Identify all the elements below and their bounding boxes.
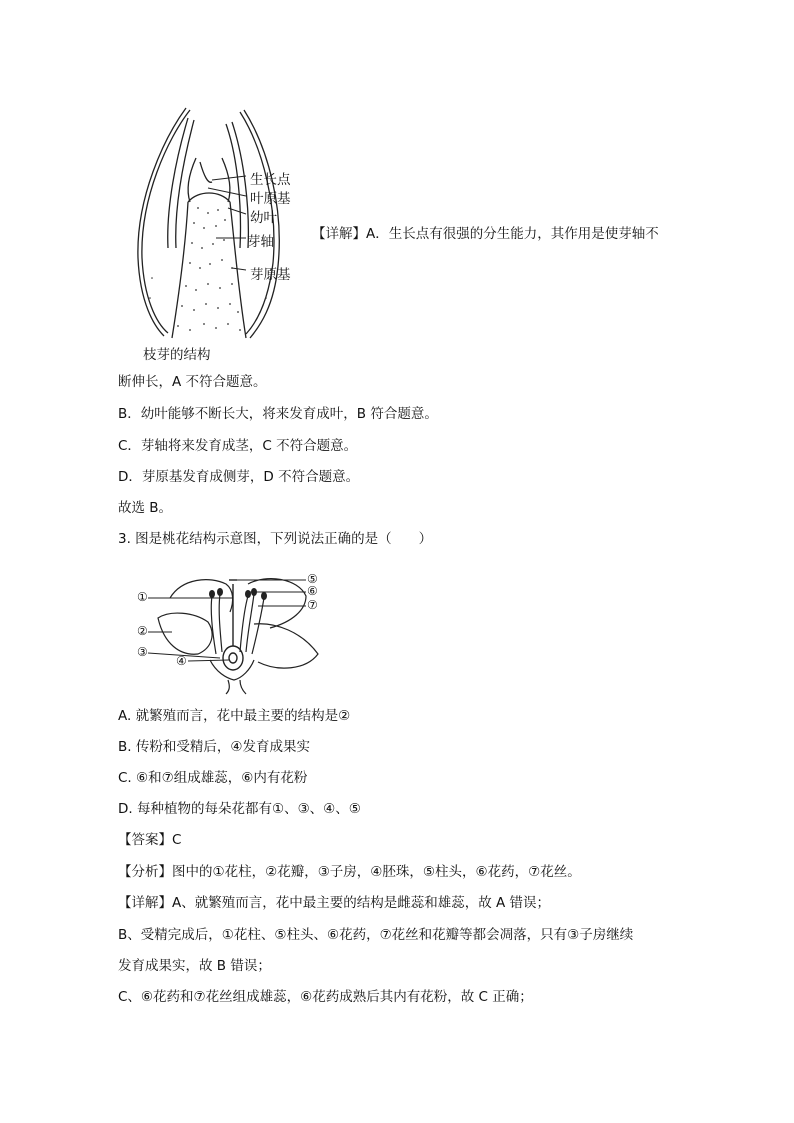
marker-7: ⑦	[307, 598, 318, 612]
option-b: B. 传粉和受精后，④发育成果实	[118, 739, 310, 755]
text-line: D．芽原基发育成侧芽，D 不符合题意。	[118, 469, 360, 485]
label-bud-axis: 芽轴	[247, 234, 274, 250]
marker-6: ⑥	[307, 584, 318, 598]
question-title: 3. 图是桃花结构示意图，下列说法正确的是（ ）	[118, 531, 433, 547]
option-c: C. ⑥和⑦组成雄蕊，⑥内有花粉	[118, 770, 308, 786]
marker-5: ⑤	[307, 572, 318, 586]
label-leaf-primordium: 叶原基	[250, 191, 291, 207]
marker-1: ①	[137, 590, 148, 604]
peach-flower-diagram	[130, 570, 330, 695]
text-line: 故选 B。	[118, 500, 173, 516]
label-young-leaf: 幼叶	[250, 210, 277, 226]
label-growing-point: 生长点	[250, 172, 291, 188]
option-a: A. 就繁殖而言，花中最主要的结构是②	[118, 708, 351, 724]
detail-line: B、受精完成后，①花柱、⑤柱头、⑥花药，⑦花丝和花瓣等都会凋落，只有③子房继续	[118, 927, 634, 943]
option-d: D. 每种植物的每朵花都有①、③、④、⑤	[118, 801, 361, 817]
answer: 【答案】C	[118, 832, 182, 848]
detail-line: 【详解】A、就繁殖而言，花中最主要的结构是雌蕊和雄蕊，故 A 错误；	[118, 895, 551, 911]
marker-2: ②	[137, 624, 148, 638]
figure-caption: 枝芽的结构	[143, 347, 211, 363]
text-line: B．幼叶能够不断长大，将来发育成叶，B 符合题意。	[118, 406, 438, 422]
detail-line: 发育成果实，故 B 错误；	[118, 958, 271, 974]
marker-3: ③	[137, 645, 148, 659]
detail-intro: 【详解】A．生长点有很强的分生能力，其作用是使芽轴不	[312, 226, 659, 242]
text-line: 断伸长，A 不符合题意。	[118, 374, 267, 390]
bud-structure-diagram	[128, 98, 308, 346]
label-bud-primordium: 芽原基	[250, 267, 291, 283]
detail-line: C、⑥花药和⑦花丝组成雄蕊，⑥花药成熟后其内有花粉，故 C 正确；	[118, 989, 533, 1005]
analysis: 【分析】图中的①花柱，②花瓣，③子房，④胚珠，⑤柱头，⑥花药，⑦花丝。	[118, 864, 581, 880]
text-line: C．芽轴将来发育成茎，C 不符合题意。	[118, 438, 358, 454]
marker-4: ④	[176, 654, 187, 668]
